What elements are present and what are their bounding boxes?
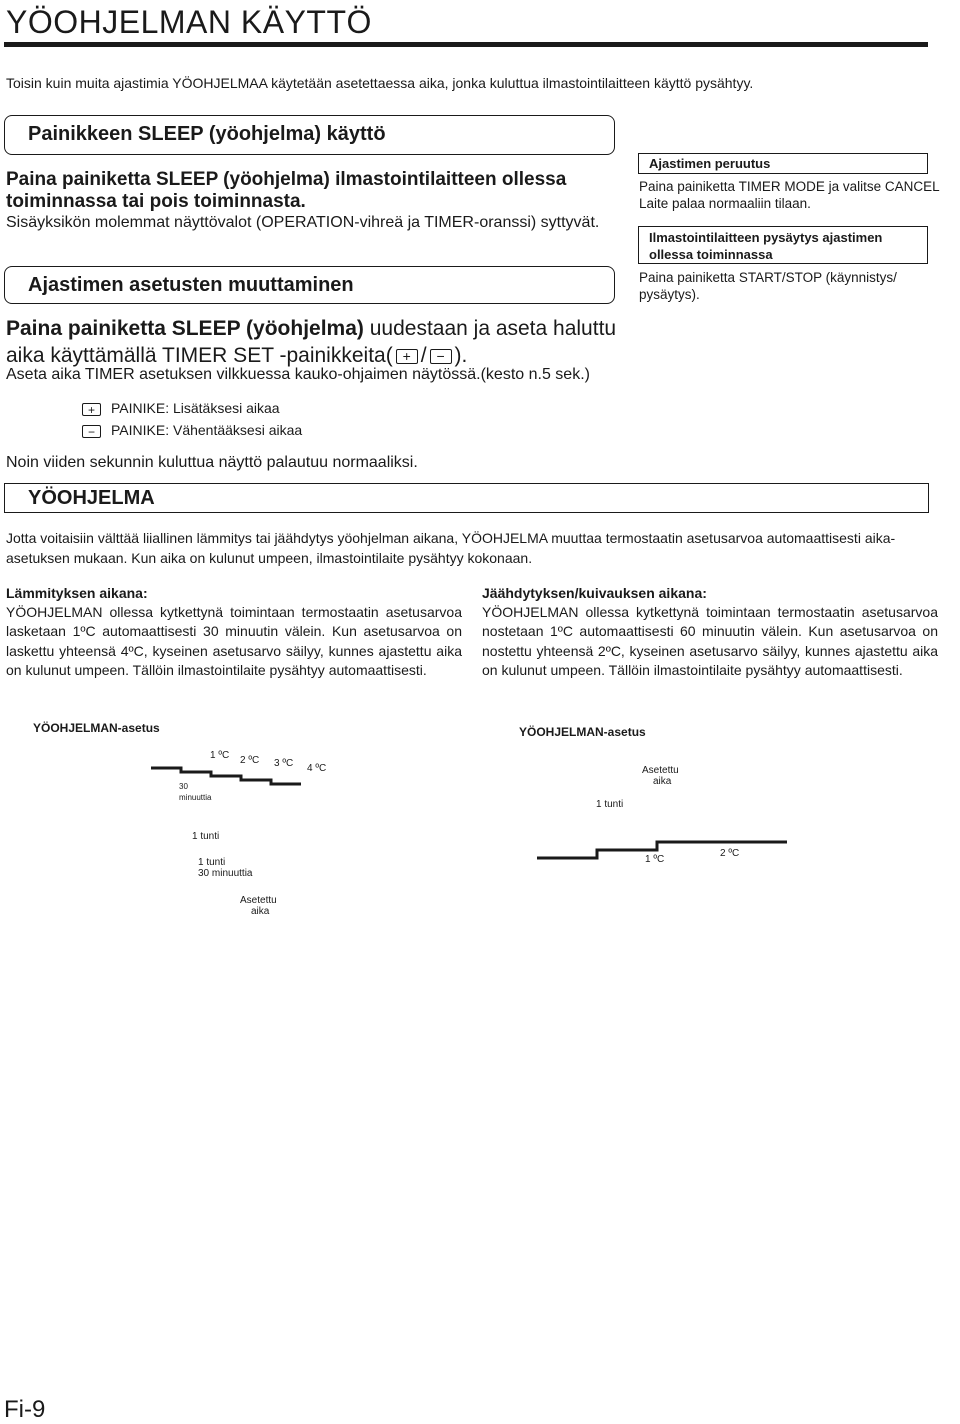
- cancel-body: Paina painiketta TIMER MODE ja valitse CANCEL Laite palaa normaaliin tilaan.: [639, 179, 940, 211]
- heating-chart: [33, 720, 326, 917]
- page-title: YÖOHJELMAN KÄYTTÖ: [6, 4, 372, 40]
- charts-area: [0, 700, 960, 940]
- heating-annotation-1h30-b: 30 minuuttia: [198, 868, 253, 879]
- heating-step-label-3: 3 ºC: [274, 758, 294, 769]
- heating-step-label-2: 2 ºC: [240, 755, 260, 766]
- cooling-annotation-1h: 1 tunti: [596, 799, 624, 810]
- heating-annotation-1h: 1 tunti: [192, 831, 220, 842]
- page-number: Fi-9: [4, 1396, 46, 1423]
- change-instruction-rest: uudestaan ja aseta haluttu aika käyttämällä TIMER SET -painikkeita(: [6, 317, 617, 367]
- heating-step-label-1: 1 ºC: [210, 750, 230, 761]
- stop-body: Paina painiketta START/STOP (käynnistys/ pysäytys).: [639, 270, 897, 302]
- plus-key-icon: +: [82, 403, 101, 416]
- cooling-step-label-2: 2 ºC: [720, 848, 740, 859]
- minus-key-icon: −: [430, 349, 452, 364]
- plus-key-icon: +: [396, 349, 418, 364]
- change-instruction-bold: Paina painiketta SLEEP (yöohjelma): [6, 317, 364, 340]
- legend-plus-text: PAINIKE: Lisätäksesi aikaa: [111, 400, 280, 416]
- heating-annotation-1h30-a: 1 tunti: [198, 857, 226, 868]
- heating-annotation-set-b: aika: [251, 906, 270, 917]
- cooling-body: YÖOHJELMAN ollessa kytkettynä toimintaan termostaatin asetusarvoa nostetaan 1ºC automaattisesti 60 minuutin välein. Kun asetusarvoa on nostettu yhteensä 2ºC, kyseinen asetusarvo säilyy, kunnes ajastettu aika on kulunut umpeen. Tällöin ilmastointilaite pysähtyy automaattisesti.: [482, 604, 938, 679]
- cooling-annotation-set-a: Asetettu: [642, 765, 679, 776]
- cooling-annotation-set-b: aika: [653, 776, 672, 787]
- heating-series-line: [151, 768, 301, 784]
- heating-step-label-4: 4 ºC: [307, 763, 327, 774]
- cooling-heading: Jäähdytyksen/kuivauksen aikana:: [482, 585, 707, 601]
- yoohjelma-description: Jotta voitaisiin välttää liiallinen lämmitys tai jäähdytys yöohjelman aikana, YÖOHJELMA muuttaa termostaatin asetusarvoa automaattisesti aika-asetuksen mukaan. Kun aika on kulunut umpeen, ilmastointilaite pysähtyy kokonaan.: [6, 530, 896, 566]
- heating-chart-title: YÖOHJELMAN-asetus: [33, 721, 160, 735]
- minus-key-icon: −: [82, 425, 101, 438]
- stop-heading: Ilmastointilaitteen pysäytys ajastimen ollessa toiminnassa: [649, 230, 883, 262]
- cooling-chart-title: YÖOHJELMAN-asetus: [519, 725, 646, 739]
- cooling-step-label-1: 1 ºC: [645, 854, 665, 865]
- legend-plus-row: [82, 400, 280, 416]
- heating-annotation-30min-a: 30: [179, 782, 188, 791]
- legend-minus-row: [82, 422, 302, 438]
- sleep-instruction: Paina painiketta SLEEP (yöohjelma) ilmastointilaitteen ollessa toiminnassa tai pois toiminnasta.: [6, 169, 567, 212]
- change-instruction-end: ).: [454, 344, 468, 367]
- heating-body: YÖOHJELMAN ollessa kytkettynä toimintaan termostaatin asetusarvoa lasketaan 1ºC automaattisesti 30 minuutin välein. Kun asetusarvoa on laskettu yhteensä 4ºC, kyseinen asetusarvo säilyy, kunnes ajastettu aika on kulunut umpeen. Tällöin ilmastointilaite pysähtyy automaattisesti.: [6, 604, 462, 679]
- sleep-lamps-note: Sisäyksikön molemmat näyttövalot (OPERATION-vihreä ja TIMER-oranssi) syttyvät.: [6, 214, 600, 231]
- sleep-heading: Painikkeen SLEEP (yöohjelma) käyttö: [28, 123, 386, 145]
- heating-heading: Lämmityksen aikana:: [6, 585, 148, 601]
- change-heading: Ajastimen asetusten muuttaminen: [28, 274, 354, 296]
- intro-text: Toisin kuin muita ajastimia YÖOHJELMAA käytetään asetettaessa aika, jonka kuluttua ilmastointilaitteen käyttö pysähtyy.: [6, 75, 754, 91]
- change-instruction-sep: /: [420, 344, 427, 367]
- cancel-heading: Ajastimen peruutus: [649, 156, 771, 171]
- change-instruction: [6, 315, 626, 369]
- title-rule: [4, 42, 928, 47]
- display-note: Aseta aika TIMER asetuksen vilkkuessa kauko-ohjaimen näytössä.(kesto n.5 sek.): [6, 366, 590, 383]
- legend-minus-text: PAINIKE: Vähentääksesi aikaa: [111, 422, 303, 438]
- heating-annotation-set-a: Asetettu: [240, 895, 277, 906]
- heating-annotation-30min-b: minuuttia: [179, 793, 212, 802]
- cooling-chart: [519, 724, 787, 865]
- restore-note: Noin viiden sekunnin kuluttua näyttö palautuu normaaliksi.: [6, 454, 418, 471]
- yoohjelma-heading: YÖOHJELMA: [28, 487, 155, 509]
